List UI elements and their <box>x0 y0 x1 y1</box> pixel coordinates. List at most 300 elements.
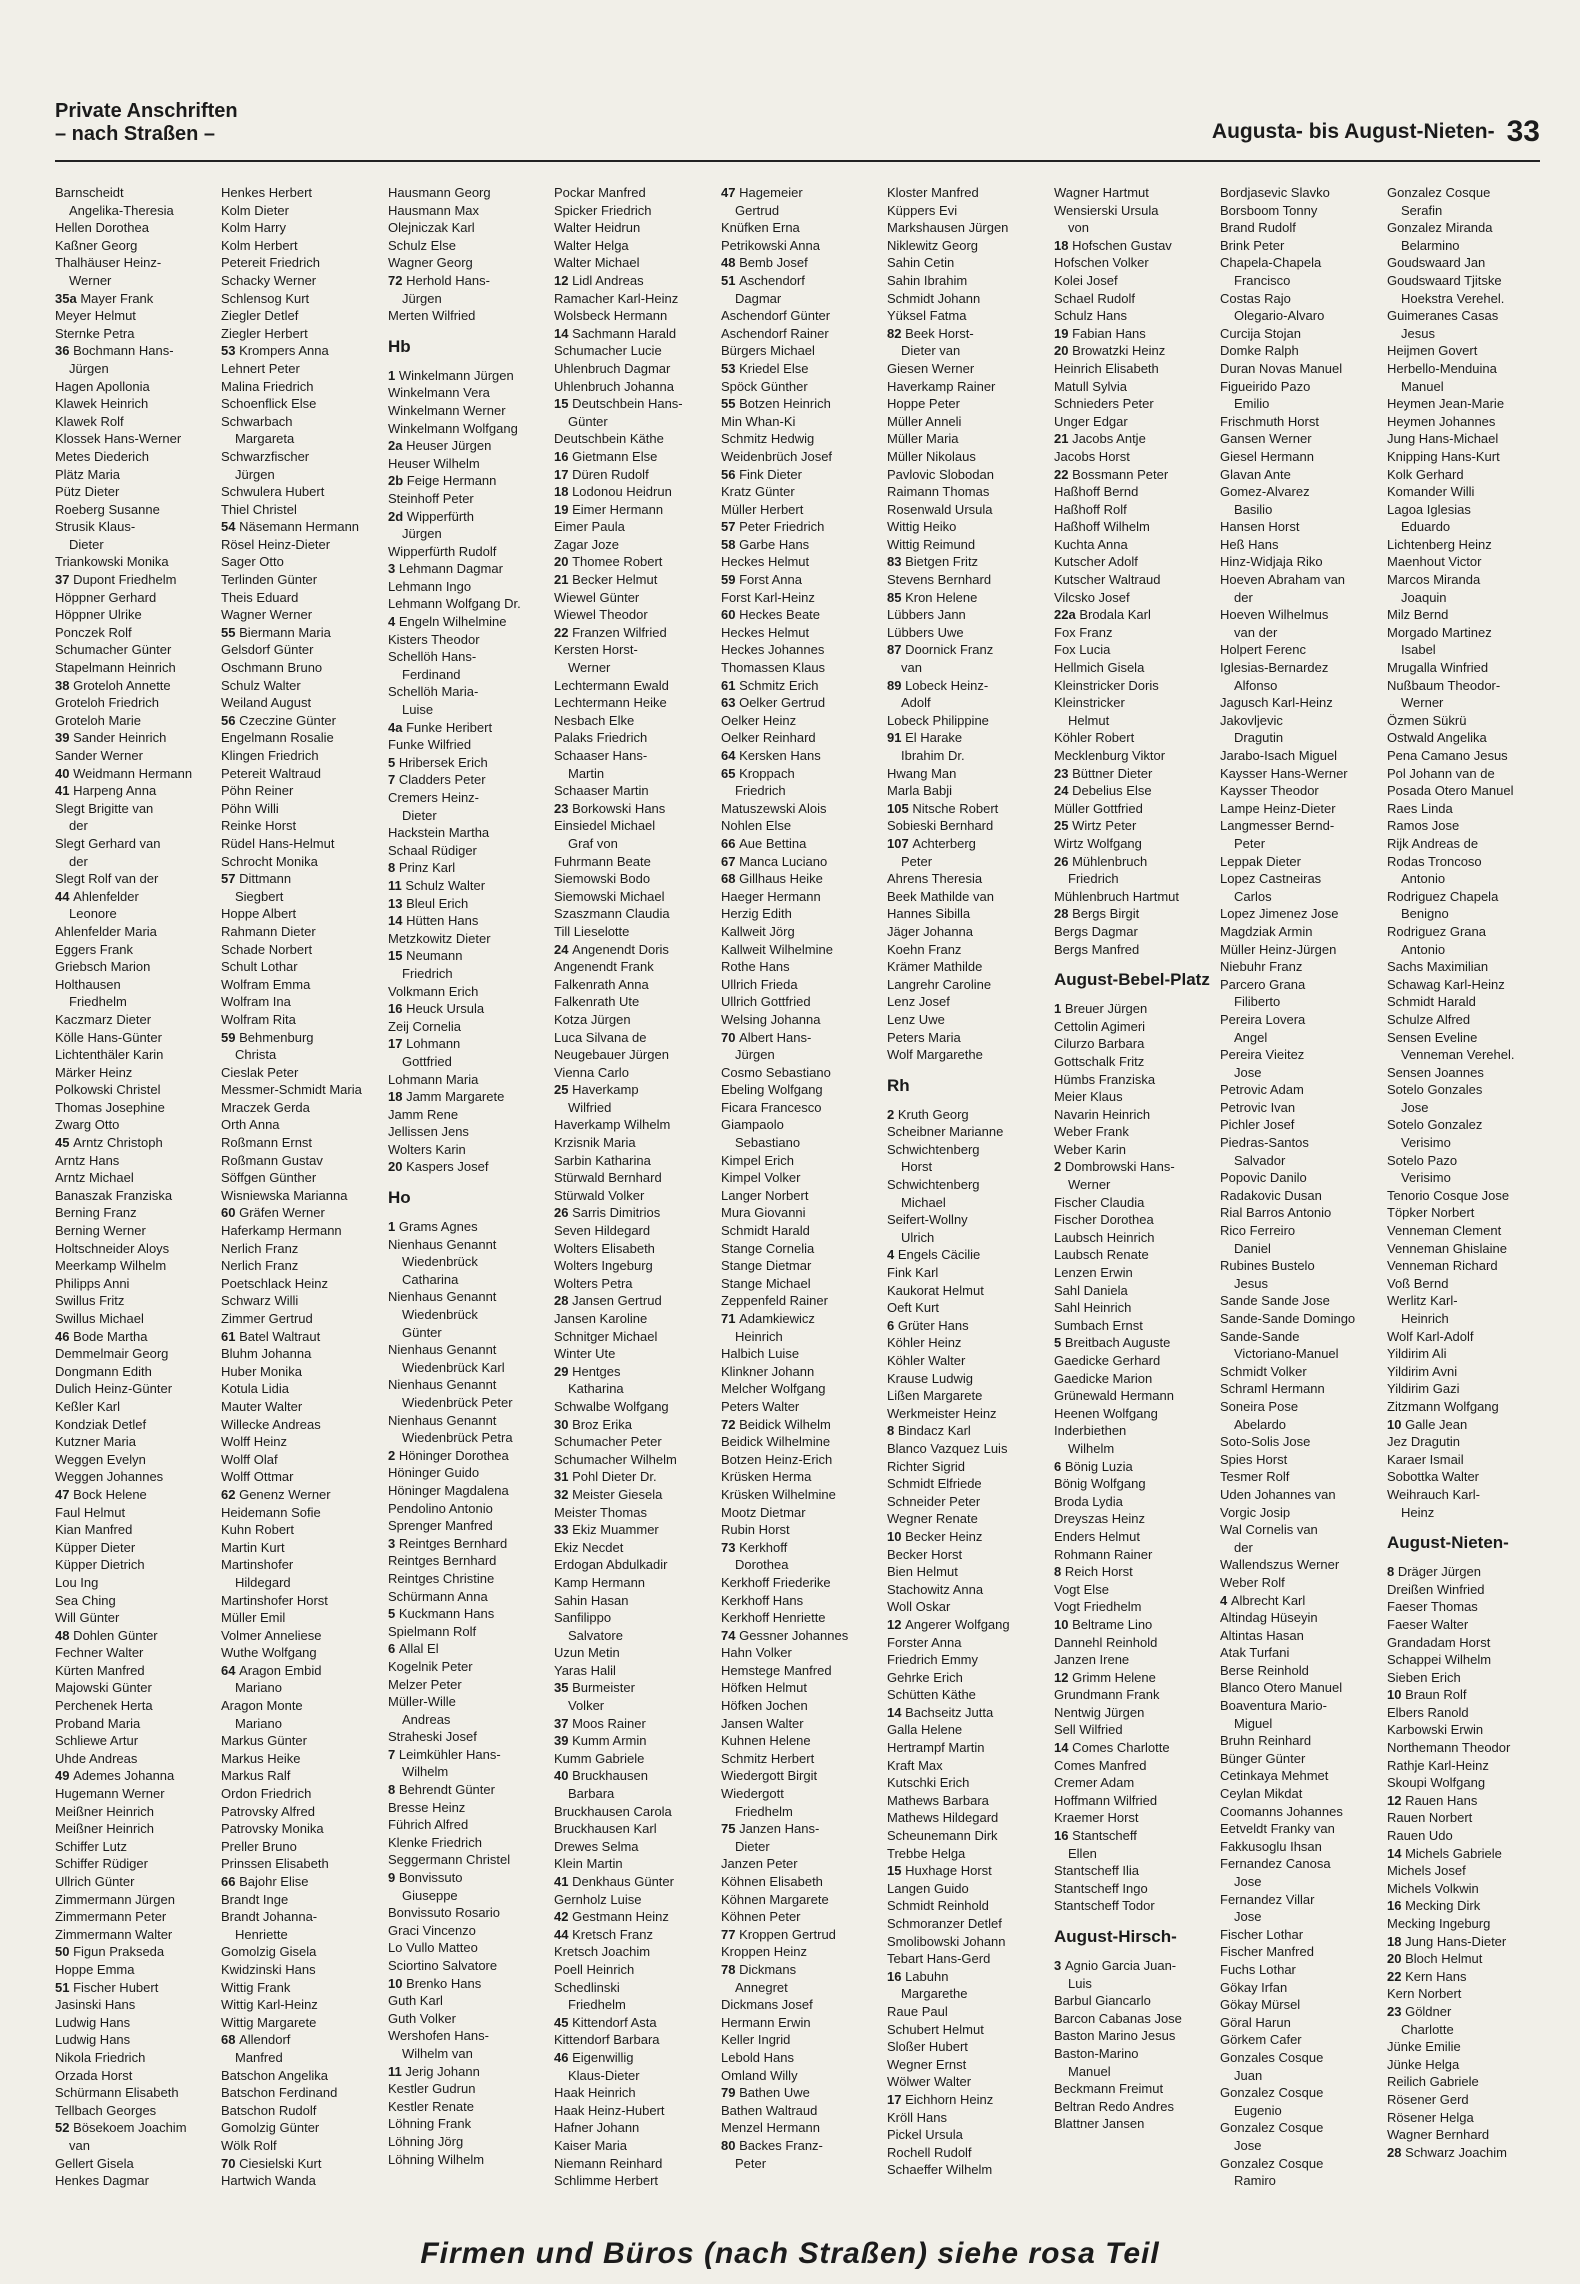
resident-entry: 37 Moos Rainer <box>554 1715 646 1731</box>
resident-entry: Kwidzinski Hans <box>221 1961 316 1977</box>
entry-continuation: Giuseppe <box>402 1887 458 1903</box>
entry-continuation: Graf von <box>568 835 618 851</box>
resident-entry: 11 Schulz Walter <box>388 877 486 893</box>
resident-entry: Hemstege Manfred <box>721 1662 832 1678</box>
header-rule <box>55 160 1540 162</box>
house-number: 23 <box>1387 2003 1406 2019</box>
resident-entry: Hafner Johann <box>554 2120 640 2136</box>
resident-entry: Kisters Theodor <box>388 631 480 647</box>
entry-continuation: Salvador <box>1234 1152 1286 1168</box>
house-number: 6 <box>388 1641 399 1657</box>
resident-entry: Guth Karl <box>388 1993 443 2009</box>
resident-entry: Iglesias-Bernardez <box>1220 660 1329 676</box>
entry-continuation: Jose <box>1401 1099 1429 1115</box>
house-number: 45 <box>55 1135 74 1151</box>
resident-entry: Meißner Heinrich <box>55 1821 154 1837</box>
resident-entry: Roßmann Gustav <box>221 1152 323 1168</box>
house-number: 8 <box>388 1782 399 1798</box>
resident-entry: Wolfram Emma <box>221 976 311 992</box>
resident-entry: Zeij Cornelia <box>388 1018 461 1034</box>
house-number: 60 <box>221 1205 240 1221</box>
resident-entry: Kutzner Maria <box>55 1434 136 1450</box>
house-number: 70 <box>721 1029 740 1045</box>
resident-entry: Matuszewski Alois <box>721 800 827 816</box>
house-number: 36 <box>55 343 74 359</box>
entry-continuation: Heinrich <box>735 1328 783 1344</box>
resident-entry: Lohmann Maria <box>388 1071 479 1087</box>
resident-entry: Kian Manfred <box>55 1522 133 1538</box>
resident-entry: Aschendorf Rainer <box>721 325 829 341</box>
resident-entry: Preller Bruno <box>221 1838 297 1854</box>
resident-entry: Henkes Dagmar <box>55 2173 149 2189</box>
resident-entry: Schult Lothar <box>221 959 298 975</box>
entry-continuation: Abelardo <box>1234 1416 1287 1432</box>
resident-entry: 18 Jung Hans-Dieter <box>1387 1933 1507 1949</box>
resident-entry: Köhler Walter <box>887 1353 966 1368</box>
resident-entry: Sander Werner <box>55 748 143 763</box>
resident-entry: Yildirim Gazi <box>1387 1381 1460 1397</box>
resident-entry: Stange Cornelia <box>721 1240 815 1256</box>
house-number: 19 <box>1054 325 1073 341</box>
resident-entry: Boaventura Mario- <box>1220 1698 1327 1714</box>
house-number: 2a <box>388 438 407 454</box>
house-number: 16 <box>388 1001 407 1017</box>
resident-entry: Tenorio Cosque Jose <box>1387 1187 1510 1203</box>
resident-entry: Kestler Gudrun <box>388 2081 476 2097</box>
resident-entry: Beek Mathilde van <box>887 888 994 904</box>
resident-entry: 21 Jacobs Antje <box>1054 431 1146 447</box>
resident-entry: Altindag Hüseyin <box>1220 1610 1318 1626</box>
resident-entry: Rial Barros Antonio <box>1220 1205 1332 1221</box>
resident-entry: Gomolzig Gisela <box>221 1944 317 1960</box>
house-number: 54 <box>221 519 240 535</box>
resident-entry: Gernholz Luise <box>554 1891 642 1907</box>
resident-entry: Petereit Friedrich <box>221 255 320 271</box>
resident-entry: 67 Manca Luciano <box>721 853 828 869</box>
resident-entry: Zitzmann Wolfgang <box>1387 1398 1499 1414</box>
resident-entry: Gaedicke Gerhard <box>1054 1353 1161 1368</box>
resident-entry: 24 Debelius Else <box>1054 783 1152 799</box>
house-number: 85 <box>887 589 906 605</box>
resident-entry: 19 Eimer Hermann <box>554 501 664 517</box>
resident-entry: 55 Botzen Heinrich <box>721 396 831 412</box>
resident-entry: Erdogan Abdulkadir <box>554 1557 668 1573</box>
resident-entry: 17 Lohmann <box>388 1036 461 1052</box>
entry-continuation: Manuel <box>1068 2063 1111 2079</box>
resident-entry: Rodriguez Grana <box>1387 923 1486 939</box>
resident-entry: Müller Nikolaus <box>887 448 976 464</box>
street-heading: Hb <box>388 336 411 356</box>
resident-entry: Niklewitz Georg <box>887 237 979 253</box>
resident-entry: Laubsch Heinrich <box>1054 1229 1155 1245</box>
resident-entry: Hausmann Max <box>388 202 480 218</box>
resident-entry: Figueirido Pazo <box>1220 378 1311 394</box>
resident-entry: 8 Reich Horst <box>1054 1564 1133 1580</box>
resident-entry: Schaeffer Wilhelm <box>887 2162 993 2178</box>
resident-entry: Özmen Sükrü <box>1387 712 1467 728</box>
resident-entry: Zeppenfeld Rainer <box>721 1293 828 1309</box>
house-number: 23 <box>1054 765 1073 781</box>
entry-continuation: Filiberto <box>1234 994 1281 1010</box>
resident-entry: Markus Heike <box>221 1750 301 1766</box>
resident-entry: Kaysser Hans-Werner <box>1220 765 1348 781</box>
resident-entry: Uhlenbruch Dagmar <box>554 360 671 376</box>
resident-entry: Sotelo Pazo <box>1387 1152 1458 1168</box>
resident-entry: Schiffer Rüdiger <box>55 1856 148 1872</box>
resident-entry: Kaczmarz Dieter <box>55 1011 152 1027</box>
resident-entry: Cremers Heinz- <box>388 790 480 805</box>
house-number: 16 <box>1054 1828 1073 1844</box>
entry-continuation: Heinrich <box>1401 1311 1449 1326</box>
address-column <box>887 184 1050 2234</box>
resident-entry: Wolfram Ina <box>221 994 291 1010</box>
resident-entry: Gottschalk Fritz <box>1054 1053 1145 1069</box>
resident-entry: 72 Beidick Wilhelm <box>721 1416 831 1432</box>
resident-entry: 8 Dräger Jürgen <box>1387 1564 1481 1580</box>
resident-entry: Kersten Horst- <box>554 642 638 658</box>
resident-entry: 17 Düren Rudolf <box>554 466 649 482</box>
house-number: 11 <box>388 877 406 893</box>
resident-entry: Wölwer Walter <box>887 2074 972 2090</box>
resident-entry: Ziegler Herbert <box>221 325 308 341</box>
house-number: 41 <box>554 1874 573 1889</box>
resident-entry: Fox Franz <box>1054 624 1113 640</box>
resident-entry: Inderbiethen <box>1054 1423 1127 1439</box>
house-number: 5 <box>388 754 399 770</box>
resident-entry: Walter Michael <box>554 255 640 271</box>
resident-entry: Wegner Ernst <box>887 2056 967 2072</box>
resident-entry: Jung Hans-Michael <box>1387 431 1499 447</box>
resident-entry: Becker Horst <box>887 1546 963 1562</box>
resident-entry: Giesen Werner <box>887 360 975 376</box>
resident-entry: Ficara Francesco <box>721 1099 822 1115</box>
resident-entry: Haak Heinz-Hubert <box>554 2102 665 2118</box>
resident-entry: Meyer Helmut <box>55 308 136 324</box>
resident-entry: Seven Hildegard <box>554 1223 651 1239</box>
house-number: 3 <box>1054 1958 1065 1973</box>
resident-entry: 61 Batel Waltraut <box>221 1328 321 1344</box>
resident-entry: 82 Beek Horst- <box>887 325 974 341</box>
resident-entry: Schulz Hans <box>1054 308 1127 324</box>
resident-entry: Poell Heinrich <box>554 1961 635 1977</box>
resident-entry: Rubines Bustelo <box>1220 1258 1315 1274</box>
resident-entry: Bluhm Johanna <box>221 1346 312 1362</box>
resident-entry: 44 Kretsch Franz <box>554 1926 653 1942</box>
resident-entry: Lopez Jimenez Jose <box>1220 906 1339 922</box>
resident-entry: Schnitger Michael <box>554 1328 658 1344</box>
house-number: 17 <box>388 1036 407 1052</box>
house-number: 3 <box>388 561 399 577</box>
entry-continuation: Friedhelm <box>69 994 127 1010</box>
resident-entry: 60 Heckes Beate <box>721 607 821 623</box>
resident-entry: Uhlenbruch Johanna <box>554 378 674 394</box>
resident-entry: Uhde Andreas <box>55 1750 138 1766</box>
resident-entry: Schmidt Volker <box>1220 1363 1307 1379</box>
resident-entry: Milz Bernd <box>1387 607 1449 623</box>
resident-entry: 13 Bleul Erich <box>388 895 469 911</box>
resident-entry: Jarabo-Isach Miguel <box>1220 748 1338 763</box>
entry-continuation: Friedrich <box>735 783 786 799</box>
resident-entry: 3 Lehmann Dagmar <box>388 561 503 577</box>
resident-entry: Sea Ching <box>55 1592 116 1608</box>
resident-entry: Söffgen Günther <box>221 1170 317 1186</box>
resident-entry: Schumacher Peter <box>554 1434 662 1450</box>
resident-entry: Höninger Magdalena <box>388 1482 509 1498</box>
header-title-line1: Private Anschriften <box>55 100 238 122</box>
resident-entry: Olejniczak Karl <box>388 220 475 236</box>
resident-entry: 2 Dombrowski Hans- <box>1054 1159 1175 1175</box>
resident-entry: Meister Thomas <box>554 1504 647 1520</box>
house-number: 62 <box>221 1486 240 1502</box>
resident-entry: Heymen Johannes <box>1387 413 1496 429</box>
resident-entry: Berning Franz <box>55 1205 137 1221</box>
resident-entry: Eetveldt Franky van <box>1220 1821 1335 1837</box>
entry-continuation: Friedrich <box>1068 871 1119 887</box>
resident-entry: Krämer Mathilde <box>887 959 983 975</box>
resident-entry: Halbich Luise <box>721 1346 800 1362</box>
resident-entry: 32 Meister Giesela <box>554 1486 663 1502</box>
resident-entry: Hoeven Abraham van <box>1220 572 1346 588</box>
house-number: 79 <box>721 2085 740 2101</box>
house-number: 15 <box>388 948 407 964</box>
resident-entry: Groteloh Friedrich <box>55 695 160 711</box>
house-number: 14 <box>554 325 573 341</box>
resident-entry: Banaszak Franziska <box>55 1187 173 1203</box>
resident-entry: Führich Alfred <box>388 1817 469 1833</box>
resident-entry: Klenke Friedrich <box>388 1834 482 1850</box>
resident-entry: Aschendorf Günter <box>721 308 831 324</box>
resident-entry: Kolm Harry <box>221 220 287 236</box>
house-number: 63 <box>721 695 740 711</box>
resident-entry: Hagen Apollonia <box>55 378 150 394</box>
house-number: 22 <box>554 624 573 640</box>
resident-entry: Pendolino Antonio <box>388 1500 493 1516</box>
resident-entry: 4a Funke Heribert <box>388 719 493 735</box>
resident-entry: Lechtermann Heike <box>554 695 667 711</box>
resident-entry: 14 Sachmann Harald <box>554 325 677 341</box>
house-number: 32 <box>554 1486 573 1502</box>
resident-entry: Wuthe Wolfgang <box>221 1645 317 1661</box>
house-number: 80 <box>721 2137 740 2153</box>
resident-entry: Mraczek Gerda <box>221 1099 310 1115</box>
house-number: 59 <box>721 572 740 588</box>
resident-entry: Fernandez Canosa <box>1220 1856 1331 1872</box>
house-number: 17 <box>887 2091 906 2107</box>
resident-entry: 71 Adamkiewicz <box>721 1311 815 1326</box>
house-number: 78 <box>721 1961 740 1977</box>
resident-entry: Tesmer Rolf <box>1220 1469 1290 1485</box>
resident-entry: Janzen Peter <box>721 1856 798 1872</box>
resident-entry: 4 Engeln Wilhelmine <box>388 614 507 630</box>
entry-continuation: van <box>901 660 922 676</box>
resident-entry: Ordon Friedrich <box>221 1786 312 1802</box>
header-title-line2: – nach Straßen – <box>55 123 216 145</box>
resident-entry: Gehrke Erich <box>887 1669 963 1685</box>
resident-entry: Leppak Dieter <box>1220 853 1301 869</box>
resident-entry: Kretsch Joachim <box>554 1944 651 1960</box>
resident-entry: Kaiser Maria <box>554 2137 627 2153</box>
resident-entry: Baston Marino Jesus <box>1054 2028 1176 2044</box>
house-number: 6 <box>1054 1458 1065 1474</box>
resident-entry: 20 Thomee Robert <box>554 554 663 570</box>
house-number: 2 <box>887 1106 898 1122</box>
resident-entry: Gonzalez Cosque <box>1387 185 1491 200</box>
resident-entry: 24 Angenendt Doris <box>554 941 669 957</box>
resident-entry: Slegt Brigitte van <box>55 800 154 816</box>
resident-entry: Ludwig Hans <box>55 2014 131 2030</box>
resident-entry: Sensen Eveline <box>1387 1029 1478 1045</box>
house-number: 15 <box>554 396 573 412</box>
resident-entry: Krzisnik Maria <box>554 1135 636 1151</box>
house-number: 17 <box>554 466 573 482</box>
resident-entry: Schumacher Lucie <box>554 343 662 359</box>
resident-entry: Coomanns Johannes <box>1220 1803 1343 1819</box>
resident-entry: 29 Hentges <box>554 1363 621 1379</box>
resident-entry: 15 Neumann <box>388 948 463 964</box>
resident-entry: Wolters Ingeburg <box>554 1258 653 1274</box>
entry-continuation: Jürgen <box>69 360 109 376</box>
resident-entry: Gökay Irfan <box>1220 1979 1288 1995</box>
resident-entry: Mura Giovanni <box>721 1205 806 1221</box>
resident-entry: Schmitz Herbert <box>721 1750 815 1766</box>
resident-entry: 22 Bossmann Peter <box>1054 466 1169 482</box>
resident-entry: Patrovsky Monika <box>221 1821 324 1837</box>
resident-entry: Glavan Ante <box>1220 466 1291 482</box>
house-number: 20 <box>388 1159 407 1175</box>
house-number: 30 <box>554 1416 573 1432</box>
resident-entry: Schade Norbert <box>221 941 313 957</box>
resident-entry: Schneider Peter <box>887 1493 981 1509</box>
resident-entry: Klinkner Johann <box>721 1363 815 1379</box>
resident-entry: Bathen Waltraud <box>721 2102 818 2118</box>
resident-entry: Köhnen Elisabeth <box>721 1874 823 1889</box>
resident-entry: 25 Wirtz Peter <box>1054 818 1137 834</box>
house-number: 8 <box>1387 1564 1398 1580</box>
house-number: 56 <box>721 466 740 482</box>
resident-entry: 35 Burmeister <box>554 1680 635 1696</box>
resident-entry: Vorgic Josip <box>1220 1504 1291 1520</box>
resident-entry: Wagner Hartmut <box>1054 185 1149 200</box>
resident-entry: Wolff Heinz <box>221 1434 287 1450</box>
resident-entry: Schraml Hermann <box>1220 1381 1325 1397</box>
house-number: 4 <box>388 614 399 630</box>
resident-entry: 9 Bonvissuto <box>388 1870 463 1886</box>
resident-entry: Spicker Friedrich <box>554 202 652 218</box>
resident-entry: Tellbach Georges <box>55 2102 157 2118</box>
house-number: 18 <box>554 484 573 500</box>
resident-entry: 20 Bloch Helmut <box>1387 1951 1483 1967</box>
page-number: 33 <box>1506 115 1540 148</box>
resident-entry: Fernandez Villar <box>1220 1891 1315 1907</box>
resident-entry: Niebuhr Franz <box>1220 959 1303 975</box>
resident-entry: Kleinstricker Doris <box>1054 677 1159 693</box>
resident-entry: Wiedergott Birgit <box>721 1768 818 1784</box>
entry-continuation: Wilhelm <box>1068 1440 1115 1456</box>
house-number: 18 <box>388 1089 407 1105</box>
resident-entry: Bresse Heinz <box>388 1799 466 1815</box>
resident-entry: Wittig Margarete <box>221 2014 317 2030</box>
resident-entry: 4 Albrecht Karl <box>1220 1592 1306 1608</box>
resident-entry: Will Günter <box>55 1610 120 1626</box>
resident-entry: 17 Eichhorn Heinz <box>887 2091 994 2107</box>
resident-entry: 28 Schwarz Joachim <box>1387 2144 1507 2160</box>
resident-entry: Langen Guido <box>887 1880 969 1896</box>
resident-entry: 14 Comes Charlotte <box>1054 1740 1170 1756</box>
resident-entry: Dannehl Reinhold <box>1054 1634 1158 1650</box>
house-number: 64 <box>721 748 740 763</box>
resident-entry: Haßhoff Wilhelm <box>1054 519 1150 535</box>
resident-entry: Lenz Josef <box>887 994 950 1010</box>
resident-entry: Schnieders Peter <box>1054 396 1154 412</box>
resident-entry: Navarin Heinrich <box>1054 1106 1151 1122</box>
resident-entry: 12 Grimm Helene <box>1054 1669 1156 1685</box>
resident-entry: 26 Sarris Dimitrios <box>554 1205 661 1221</box>
resident-entry: Siemowski Bodo <box>554 871 651 887</box>
resident-entry: 62 Genenz Werner <box>221 1486 331 1502</box>
house-number: 61 <box>721 677 740 693</box>
resident-entry: 42 Gestmann Heinz <box>554 1909 669 1925</box>
resident-entry: Heenen Wolfgang <box>1054 1405 1158 1421</box>
resident-entry: 59 Behmenburg <box>221 1029 314 1045</box>
resident-entry: Schaaser Martin <box>554 783 649 799</box>
resident-entry: Thomassen Klaus <box>721 660 826 676</box>
house-number: 28 <box>1387 2144 1406 2160</box>
resident-entry: Fakkusoglu Ihsan <box>1220 1838 1322 1854</box>
resident-entry: Jacobs Horst <box>1054 448 1130 464</box>
resident-entry: Winter Ute <box>554 1346 616 1362</box>
house-number: 71 <box>721 1311 740 1326</box>
entry-continuation: Ferdinand <box>402 666 461 682</box>
resident-entry: Ahlenfelder Maria <box>55 923 157 939</box>
house-number: 10 <box>1387 1687 1406 1703</box>
header-title <box>55 100 238 146</box>
resident-entry: Tebart Hans-Gerd <box>887 1951 991 1967</box>
house-number: 15 <box>887 1863 906 1879</box>
resident-entry: 48 Dohlen Günter <box>55 1627 158 1643</box>
entry-continuation: Jürgen <box>402 526 442 542</box>
resident-entry: Nohlen Else <box>721 818 792 834</box>
resident-entry: 2a Heuser Jürgen <box>388 438 492 454</box>
resident-entry: Pickel Ursula <box>887 2127 963 2143</box>
resident-entry: Fink Karl <box>887 1265 939 1281</box>
resident-entry: Patrovsky Alfred <box>221 1803 315 1819</box>
entry-continuation: der <box>69 818 88 834</box>
resident-entry: 26 Mühlenbruch <box>1054 853 1148 869</box>
house-number: 44 <box>554 1926 573 1942</box>
resident-entry: Görkem Cafer <box>1220 2032 1302 2048</box>
resident-entry: Koehn Franz <box>887 941 962 957</box>
resident-entry: 3 Reintges Bernhard <box>388 1535 508 1551</box>
house-number: 45 <box>554 2014 573 2030</box>
resident-entry: Bergs Dagmar <box>1054 923 1138 939</box>
resident-entry: Schacky Werner <box>221 272 317 288</box>
resident-entry: Mathews Barbara <box>887 1792 989 1808</box>
resident-entry: 73 Kerkhoff <box>721 1539 788 1555</box>
house-number: 58 <box>721 536 740 552</box>
resident-entry: 68 Allendorf <box>221 2032 291 2048</box>
entry-continuation: Manuel <box>1401 378 1444 394</box>
house-number: 70 <box>221 2155 240 2171</box>
resident-entry: Weggen Johannes <box>55 1469 164 1485</box>
resident-entry: Kroppen Heinz <box>721 1944 807 1960</box>
entry-continuation: Miguel <box>1234 1715 1273 1731</box>
resident-entry: Nesbach Elke <box>554 712 635 728</box>
resident-entry: Gomez-Alvarez <box>1220 484 1310 500</box>
entry-continuation: Werner <box>1401 695 1444 711</box>
entry-continuation: Wiedenbrück Peter <box>402 1395 513 1410</box>
resident-entry: Hwang Man <box>887 765 957 781</box>
entry-continuation: Gottfried <box>402 1053 452 1069</box>
